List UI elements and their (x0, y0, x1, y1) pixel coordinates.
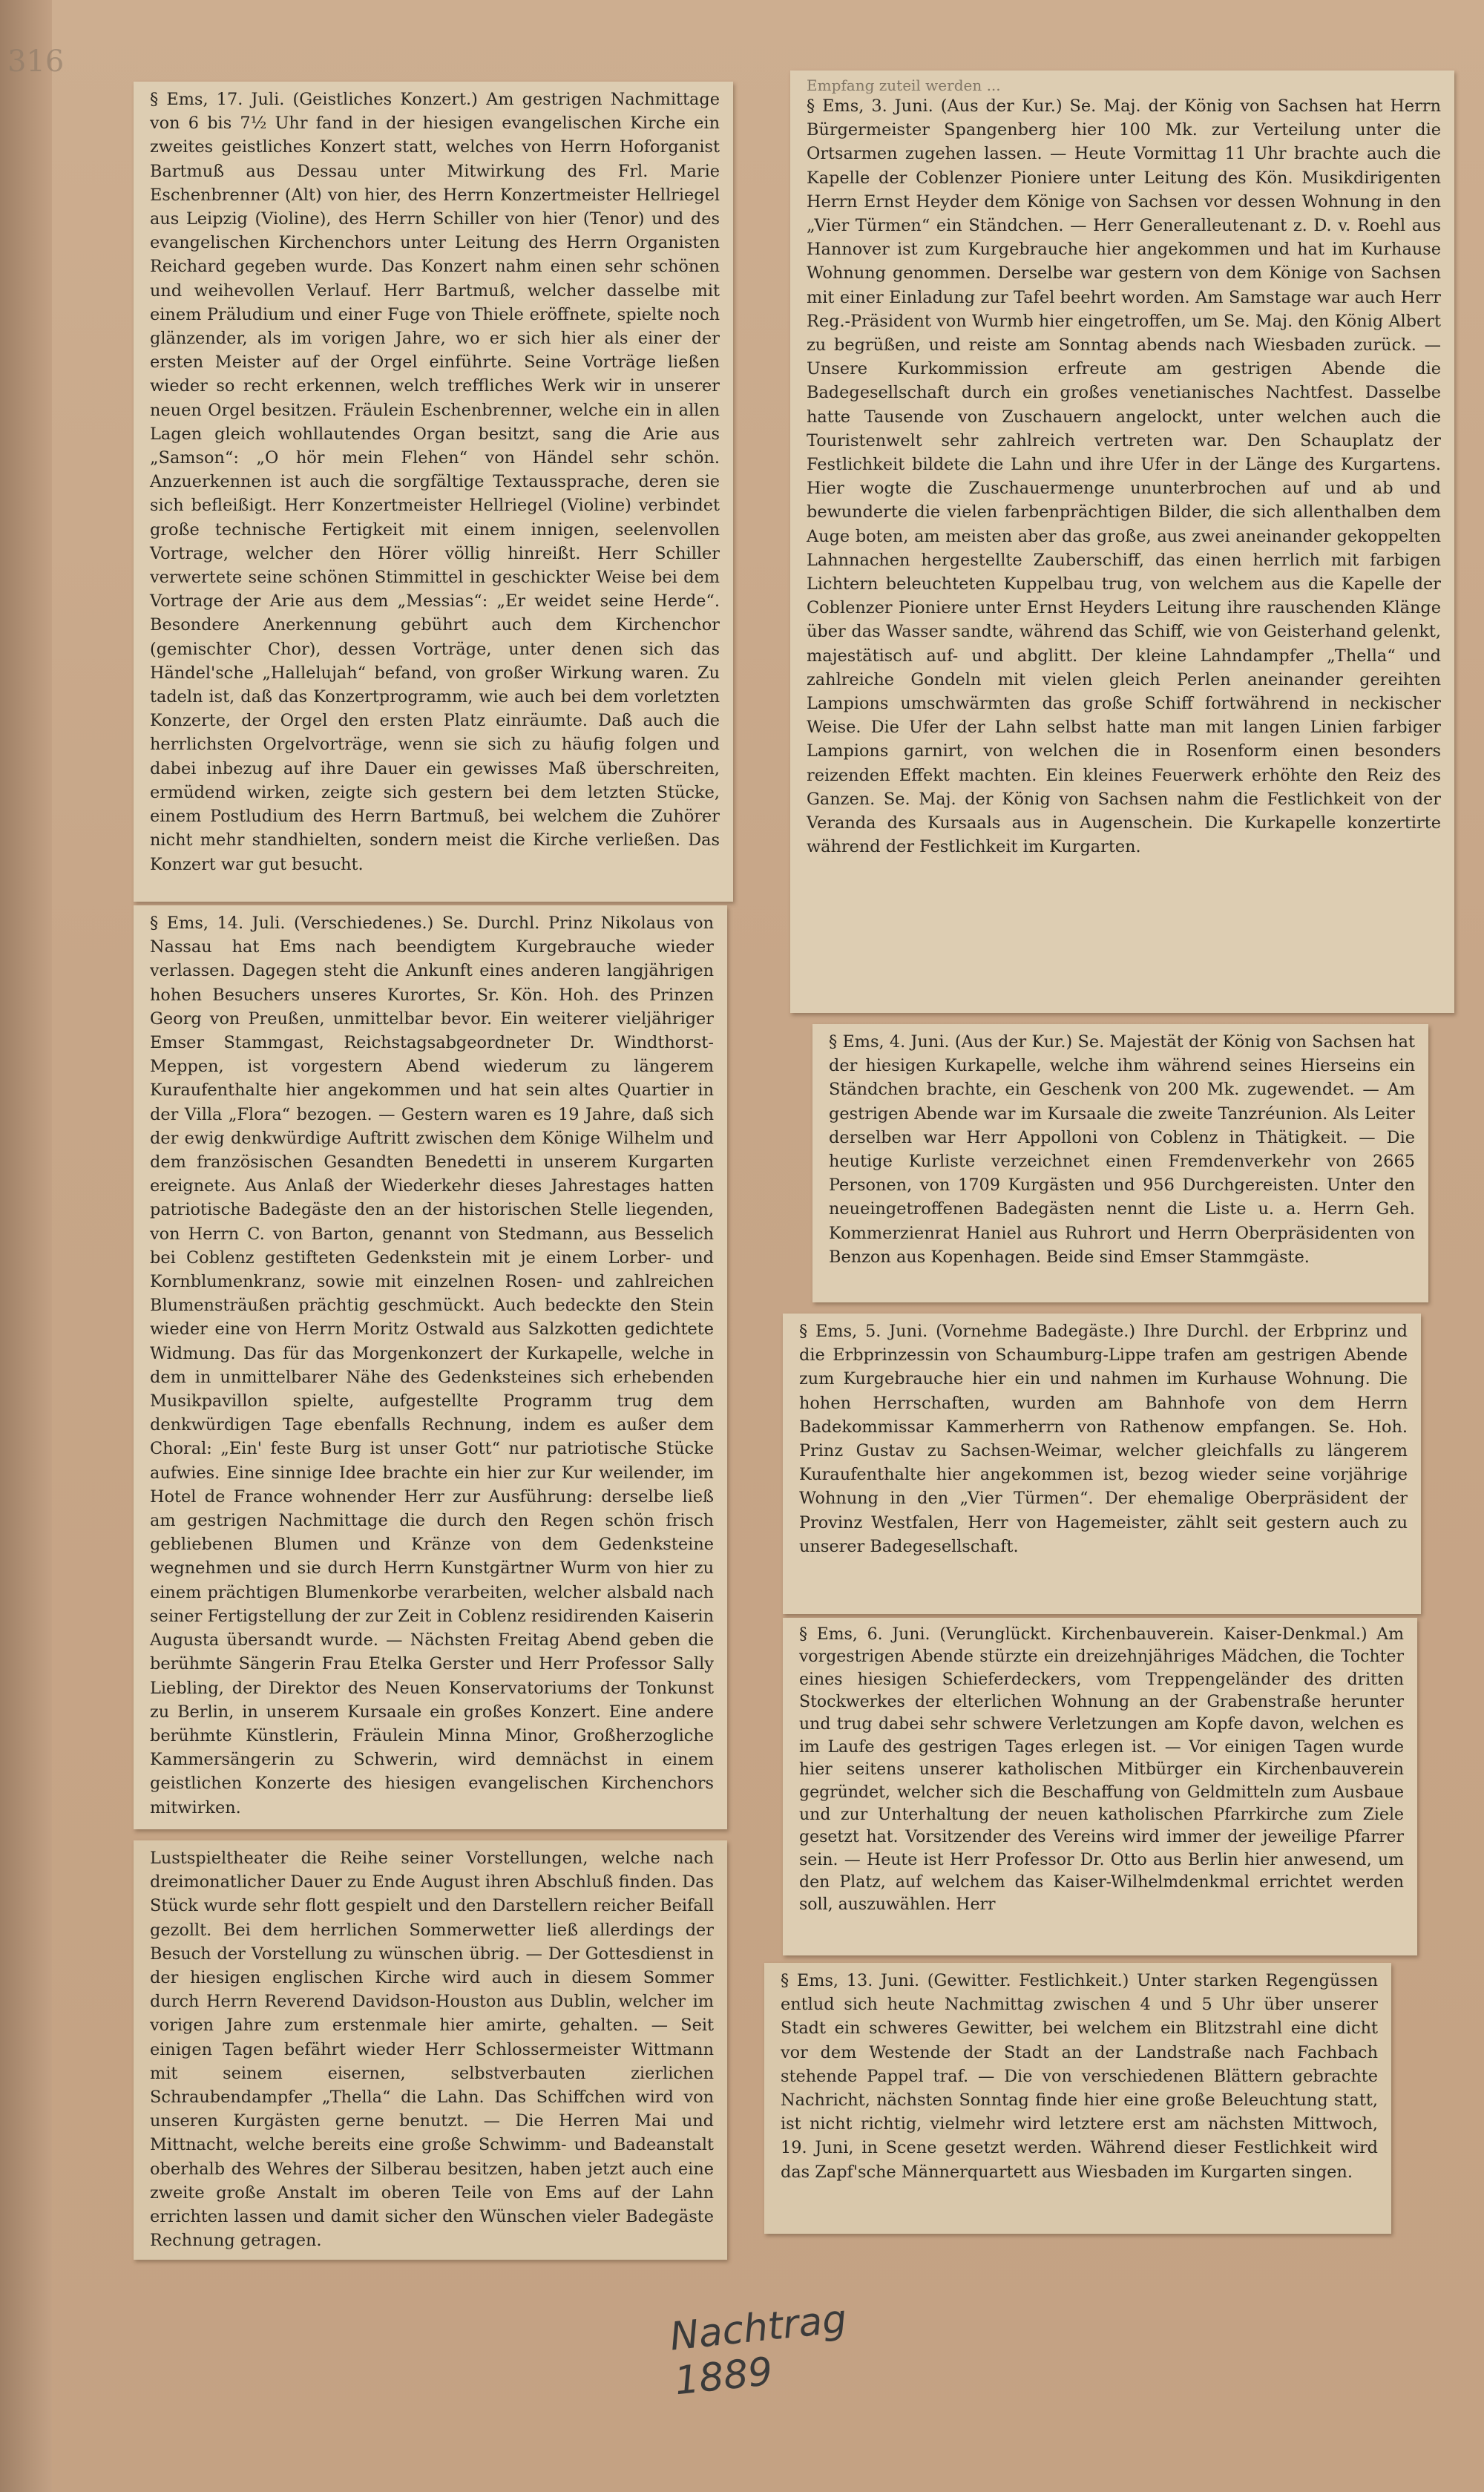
clipping-text: § Ems, 3. Juni. (Aus der Kur.) Se. Maj. der König von Sachsen hat Herrn Bürgermeister Spangenberg hier 100 Mk. zur Verteilung unter die Ortsarmen zugehen lassen. — Heute Vormittag 11 Uhr brachte auch die Kapelle der Coblenzer Pioniere unter Leitung des Kön. Musikdirigenten Herrn Ernst Heyder dem Könige von Sachsen vor dessen Wohnung in den „Vier Türmen“ ein Ständchen. — Herr Generalleutenant z. D. v. Roehl aus Hannover ist zum Kurgebrauche hier angekommen und hat im Kurhause Wohnung genommen. Derselbe war gestern von dem Könige von Sachsen mit einer Einladung zur Tafel beehrt worden. Am Samstage war auch Herr Reg.-Präsident von Wurmb hier eingetroffen, um Se. Maj. den König Albert zu begrüßen, und reiste am Sonntag abends nach Wiesbaden zurück. — Unsere Kurkommission erfreute am gestrigen Abende die Badegesellschaft durch ein großes venetianisches Nachtfest. Dasselbe hatte Tausende von Zuschauern angelockt, unter welchen auch die Touristenwelt sehr zahlreich vertreten war. Den Schauplatz der Festlichkeit bildete die Lahn und ihre Ufer in der Länge des Kurgartens. Hier wogte die Zuschauermenge ununterbrochen auf und ab und bewunderte die vielen farbenprächtigen Bilder, die sich allenthalben dem Auge boten, am meisten aber das große, aus zwei aneinander gekoppelten Lahnnachen hergestellte Zauberschiff, das einen herrlich mit farbigen Lichtern beleuchteten Kuppelbau trug, von welchem aus die Kapelle der Coblenzer Pioniere unter Ernst Heyders Leitung ihre rauschenden Klänge über das Wasser sandte, während das Schiff, wie von Geisterhand gelenkt, majestätisch auf- und abglitt. Der kleine Lahndampfer „Thella“ und zahlreiche Gondeln mit vielen gleich Perlen aneinander gereihten Lampions umschwärmten das große Schiff fortwährend in neckischer Weise. Die Ufer der Lahn selbst hatte man mit langen Linien farbiger Lampions garnirt, von welchen die in Rosenform einen besonders reizenden Effekt machten. Ein kleines Feuerwerk erhöhte den Reiz des Ganzen. Se. Maj. der König von Sachsen nahm die Festlichkeit von der Veranda des Kursaals aus in Augenschein. Die Kurkapelle konzertirte während der Festlichkeit im Kurgarten. (807, 96, 1441, 857)
newspaper-clipping (812, 1024, 1428, 1302)
newspaper-clipping (134, 1840, 727, 2260)
newspaper-clipping (783, 1618, 1417, 1955)
handwritten-annotation: Nachtrag 1889 (668, 2296, 849, 2404)
clipping-text: § Ems, 4. Juni. (Aus der Kur.) Se. Majestät der König von Sachsen hat der hiesigen Kurkapelle, welche ihm während seines Hierseins ein Ständchen brachte, ein Geschenk von 200 Mk. zugewendet. — Am gestrigen Abende war im Kursaale die zweite Tanzréunion. Als Leiter derselben war Herr Appolloni von Coblenz in Thätigkeit. — Die heutige Kurliste verzeichnet einen Fremdenverkehr von 2665 Personen, von 1709 Kurgästen und 956 Durchgereisten. Unter den neueingetroffenen Badegästen nennt die Liste u. a. Herrn Geh. Kommerzienrat Haniel aus Ruhrort und Herrn Oberpräsidenten von Benzon aus Kopenhagen. Beide sind Emser Stammgäste. (829, 1032, 1415, 1267)
newspaper-clipping (764, 1963, 1391, 2234)
clipping-text: § Ems, 17. Juli. (Geistliches Konzert.) Am gestrigen Nachmittage von 6 bis 7½ Uhr fand in der hiesigen evangelischen Kirche ein zweites geistliches Konzert statt, welches von Herrn Hoforganist Bartmuß aus Dessau unter Mitwirkung des Frl. Marie Eschenbrenner (Alt) von hier, des Herrn Konzertmeister Hellriegel aus Leipzig (Violine), des Herrn Schiller von hier (Tenor) und des evangelischen Kirchenchors unter Leitung des Herrn Organisten Reichard gegeben wurde. Das Konzert nahm einen sehr schönen und weihevollen Verlauf. Herr Bartmuß, welcher dasselbe mit einem Präludium und einer Fuge von Thiele eröffnete, spielte noch glänzender, als im vorigen Jahre, wo er sich hier als einer der ersten Meister auf der Orgel einführte. Seine Vorträge ließen wieder so recht erkennen, welch treffliches Werk wir in unserer neuen Orgel besitzen. Fräulein Eschenbrenner, welche ein in allen Lagen gleich wohllautendes Organ besitzt, sang die Arie aus „Samson“: „O hör mein Flehen“ von Händel sehr schön. Anzuerkennen ist auch die sorgfältige Textaussprache, deren sie sich befleißigt. Herr Konzertmeister Hellriegel (Violine) verbindet große technische Fertigkeit mit einem innigen, seelenvollen Vortrage, welcher den Hörer völlig hinreißt. Herr Schiller verwertete seine schönen Stimmittel in geschickter Weise bei dem Vortrage der Arie aus dem „Messias“: „Er weidet seine Herde“. Besondere Anerkennung gebührt auch dem Kirchenchor (gemischter Chor), dessen Vorträge, unter denen sich das Händel'sche „Hallelujah“ befand, von großer Wirkung waren. Zu tadeln ist, daß das Konzertprogramm, wie auch bei dem vorletzten Konzerte, der Orgel den ersten Platz einräumte. Daß auch die herrlichsten Orgelvorträge, wenn sie sich zu häufig folgen und dabei inbezug auf ihre Dauer ein gewisses Maß überschreiten, ermüdend wirken, zeigte sich gestern bei dem letzten Stücke, einem Postludium des Herrn Bartmuß, bei welchem die Zuhörer nicht mehr standhielten, sondern meist die Kirche verließen. Das Konzert war gut besucht. (150, 90, 720, 874)
clipping-text: Lustspieltheater die Reihe seiner Vorstellungen, welche nach dreimonatlicher Dauer zu Ende August ihren Abschluß finden. Das Stück wurde sehr flott gespielt und den Darstellern reicher Beifall gezollt. Bei dem herrlichen Sommerwetter ließ allerdings der Besuch der Vorstellung zu wünschen übrig. — Der Gottesdienst in der hiesigen englischen Kirche wird auch in diesem Sommer durch Herrn Reverend Davidson-Houston aus Dublin, welcher im vorigen Jahre zum erstenmale hier amirte, gehalten. — Seit einigen Tagen befährt wieder Herr Schlossermeister Wittmann mit seinem eisernen, selbstverbauten zierlichen Schraubendampfer „Thella“ die Lahn. Das Schiffchen wird von unseren Kurgästen gerne benutzt. — Die Herren Mai und Mittnacht, welche bereits eine große Schwimm- und Badeanstalt oberhalb des Wehres der Silberau besitzen, haben jetzt auch eine zweite große Anstalt im oberen Teile von Ems auf der Lahn errichten lassen und damit sicher den Wünschen vieler Badegäste Rechnung getragen. (150, 1849, 714, 2251)
clipping-text: § Ems, 5. Juni. (Vornehme Badegäste.) Ihre Durchl. der Erbprinz und die Erbprinzessin von Schaumburg-Lippe trafen am gestrigen Abende zum Kurgebrauche hier ein und nahmen im Kurhause Wohnung. Die hohen Herrschaften, wurden am Bahnhofe von dem Herrn Badekommissar Kammerherrn von Rathenow empfangen. Se. Hoh. Prinz Gustav zu Sachsen-Weimar, welcher gleichfalls zu längerem Kuraufenthalte hier angekommen ist, bezog wieder seine vorjährige Wohnung in den „Vier Türmen“. Der ehemalige Oberpräsident der Provinz Westfalen, Herr von Hagemeister, zählt seit gestern auch zu unserer Badegesellschaft. (799, 1322, 1408, 1556)
clipping-text: § Ems, 6. Juni. (Verunglückt. Kirchenbauverein. Kaiser-Denkmal.) Am vorgestrigen Abende stürzte ein dreizehnjähriges Mädchen, die Tochter eines hiesigen Schieferdeckers, vom Treppengeländer des dritten Stockwerkes der elterlichen Wohnung an der Grabenstraße herunter und trug dabei sehr schwere Verletzungen am Kopfe davon, welchen es im Laufe des gestrigen Tages erlegen ist. — Vor einigen Tagen wurde hier seitens unserer katholischen Mitbürger ein Kirchenbauverein gegründet, welcher sich die Beschaffung von Geldmitteln zum Ausbaue und zur Unterhaltung der neuen katholischen Pfarrkirche zum Ziele gesetzt hat. Vorsitzender des Vereins wird immer der jeweilige Pfarrer sein. — Heute ist Herr Professor Dr. Otto aus Berlin hier anwesend, um den Platz, auf welchem das Kaiser-Wilhelmdenkmal errichtet werden soll, auszuwählen. Herr (799, 1625, 1404, 1915)
newspaper-clipping (134, 905, 727, 1829)
pencil-page-number: 316 (7, 45, 65, 79)
clipping-top-edge: Empfang zuteil werden ... (807, 76, 1001, 94)
binding-edge (0, 0, 52, 2492)
newspaper-clipping (134, 82, 733, 902)
newspaper-clipping (790, 71, 1454, 1013)
clipping-text: § Ems, 13. Juni. (Gewitter. Festlichkeit.) Unter starken Regengüssen entlud sich heute Nachmittag zwischen 4 und 5 Uhr über unserer Stadt ein schweres Gewitter, bei welchem ein Blitzstrahl eine dicht vor dem Westende der Stadt an der Landstraße nach Fachbach stehende Pappel traf. — Die von verschiedenen Blättern gebrachte Nachricht, nächsten Sonntag finde hier eine große Beleuchtung statt, ist nicht richtig, vielmehr wird letztere erst am nächsten Mittwoch, 19. Juni, in Scene gesetzt werden. Während dieser Festlichkeit wird das Zapf'sche Männerquartett aus Wiesbaden im Kurgarten singen. (781, 1971, 1378, 2182)
clipping-text: § Ems, 14. Juli. (Verschiedenes.) Se. Durchl. Prinz Nikolaus von Nassau hat Ems nach beendigtem Kurgebrauche wieder verlassen. Dagegen steht die Ankunft eines anderen langjährigen hohen Besuchers unseres Kurortes, Sr. Kön. Hoh. des Prinzen Georg von Preußen, unmittelbar bevor. Ein weiterer vieljähriger Emser Stammgast, Reichstagsabgeordneter Dr. Windthorst-Meppen, ist vorgestern Abend wiederum zu längerem Kuraufenthalte hier angekommen und hat sein altes Quartier in der Villa „Flora“ bezogen. — Gestern waren es 19 Jahre, daß sich der ewig denkwürdige Auftritt zwischen dem Könige Wilhelm und dem französischen Gesandten Benedetti in unserem Kurgarten ereignete. Aus Anlaß der Wiederkehr dieses Jahrestages hatten patriotische Badegäste den an der historischen Stelle liegenden, von Herrn C. von Barton, genannt von Stedmann, aus Besselich bei Coblenz gestifteten Gedenkstein mit je einem Lorber- und Kornblumenkranz, sowie mit einzelnen Rosen- und zahlreichen Blumensträußen prächtig geschmückt. Auch bedeckte den Stein wieder eine von Herrn Moritz Ostwald aus Salzkotten gedichtete Widmung. Das für das Morgenkonzert der Kurkapelle, welche in dem in unmittelbarer Nähe des Gedenksteines sich erhebenden Musikpavillon spielte, aufgestellte Programm trug dem denkwürdigen Tage ebenfalls Rechnung, indem es außer dem Choral: „Ein' feste Burg ist unser Gott“ nur patriotische Stücke aufwies. Eine sinnige Idee brachte ein hier zur Kur weilender, im Hotel de France wohnender Herr zur Ausführung: derselbe ließ am gestrigen Nachmittage die durch den Regen schön frisch gebliebenen Blumen und Kränze von dem Gedenksteine wegnehmen und sie durch Herrn Kunstgärtner Wurm von hier zu einem prächtigen Blumenkorbe verarbeiten, welcher alsbald nach seiner Fertigstellung der zur Zeit in Coblenz residirenden Kaiserin Augusta übersandt wurde. — Nächsten Freitag Abend geben die berühmte Sängerin Frau Etelka Gerster und Herr Professor Sally Liebling, der Direktor des Neuen Konservatoriums der Tonkunst zu Berlin, in unserem Kursaale ein großes Konzert. Eine andere berühmte Künstlerin, Fräulein Minna Minor, Großherzogliche Kammersängerin zu Schwerin, wird demnächst in einem geistlichen Konzerte des hiesigen evangelischen Kirchenchors mitwirken. (150, 914, 714, 1817)
newspaper-clipping (783, 1314, 1421, 1614)
